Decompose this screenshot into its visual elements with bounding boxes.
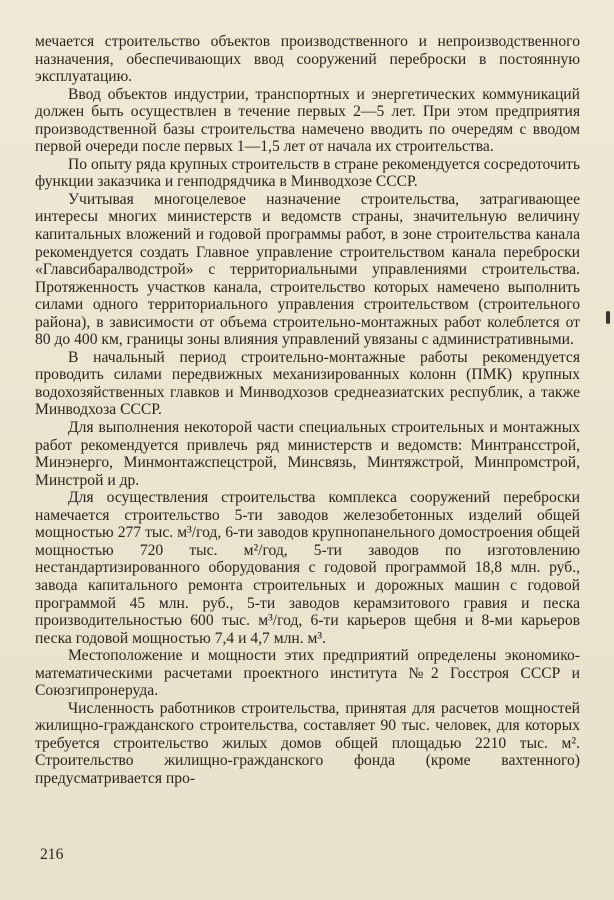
page-edge-mark (606, 311, 610, 324)
paragraph-customer-contractor: По опыту ряда крупных строительств в стране рекомендуется сосредоточить функции заказчика и генподрядчика в Минводхозе СССР. (35, 155, 580, 191)
paragraph-ministries: Для выполнения некоторой части специальных строительных и монтажных работ рекомендуется привлечь ряд министерств и ведомств: Минтрансстрой, Минэнерго, Минмонтажспецстрой, Минсвязь, Минтяжстрой, Минпромстрой, Минстрой и др. (35, 419, 580, 489)
page-number: 216 (40, 846, 64, 863)
paragraph-main-directorate: Учитывая многоцелевое назначение строительства, затрагивающее интересы многих министерств и ведомств страны, значительную величину капитальных вложений и годовой программы работ, в зоне строительства канала рекомендуется создать Главное управление строительством канала переброски «Главсибаралводстрой» с территориальными управлениями строительства. Протяженность участков канала, строительство которых намечено выполнить силами одного территориального управления строительством (строительного района), в зависимости от объема строительно-монтажных работ колеблется от 80 до 400 км, границы зоны влияния управлений увязаны с административными. (35, 190, 580, 349)
paragraph-workforce: Численность работников строительства, принятая для расчетов мощностей жилищно-гражданского строительства, составляет 90 тыс. человек, для которых требуется строительство жилых домов общей площадью 2210 тыс. м². Строительство жилищно-гражданского фонда (кроме вахтенного) предусматривается про- (35, 699, 580, 787)
paragraph-location-capacity: Местоположение и мощности этих предприятий определены экономико-математическими расчетами проектного института №2 Госстроя СССР и Союзгипронеруда. (35, 647, 580, 700)
body-text (35, 33, 580, 788)
paragraph-initial-period: В начальный период строительно-монтажные работы рекомендуется проводить силами передвижных механизированных колонн (ПМК) крупных водохозяйственных главков и Минводхозов среднеазиатских республик, а также Минводхоза СССР. (35, 348, 580, 419)
paragraph-plants: Для осуществления строительства комплекса сооружений переброски намечается строительство 5-ти заводов железобетонных изделий общей мощностью 277 тыс. м³/год, 6-ти заводов крупнопанельного домостроения общей мощностью 720 тыс. м²/год, 5-ти заводов по изготовлению нестандартизированного оборудования с годовой программой 18,8 млн. руб., завода капитального ремонта строительных и дорожных машин с годовой программой 45 млн. руб., 5-ти заводов керамзитового гравия и песка производительностью 600 тыс. м³/год, 6-ти карьеров щебня и 8-ми карьеров песка годовой мощностью 7,4 и 4,7 млн. м³. (35, 489, 580, 647)
paragraph-continuation: мечается строительство объектов производственного и непроизводственного назначения, обеспечивающих ввод сооружений переброски в постоянную эксплуатацию. (35, 33, 580, 86)
paragraph-infrastructure-commissioning: Ввод объектов индустрии, транспортных и энергетических коммуникаций должен быть осуществлен в течение первых 2—5 лет. При этом предприятия производственной базы строительства намечено вводить по очередям с вводом первой очереди после первых 1—1,5 лет от начала их строительства. (35, 85, 580, 156)
